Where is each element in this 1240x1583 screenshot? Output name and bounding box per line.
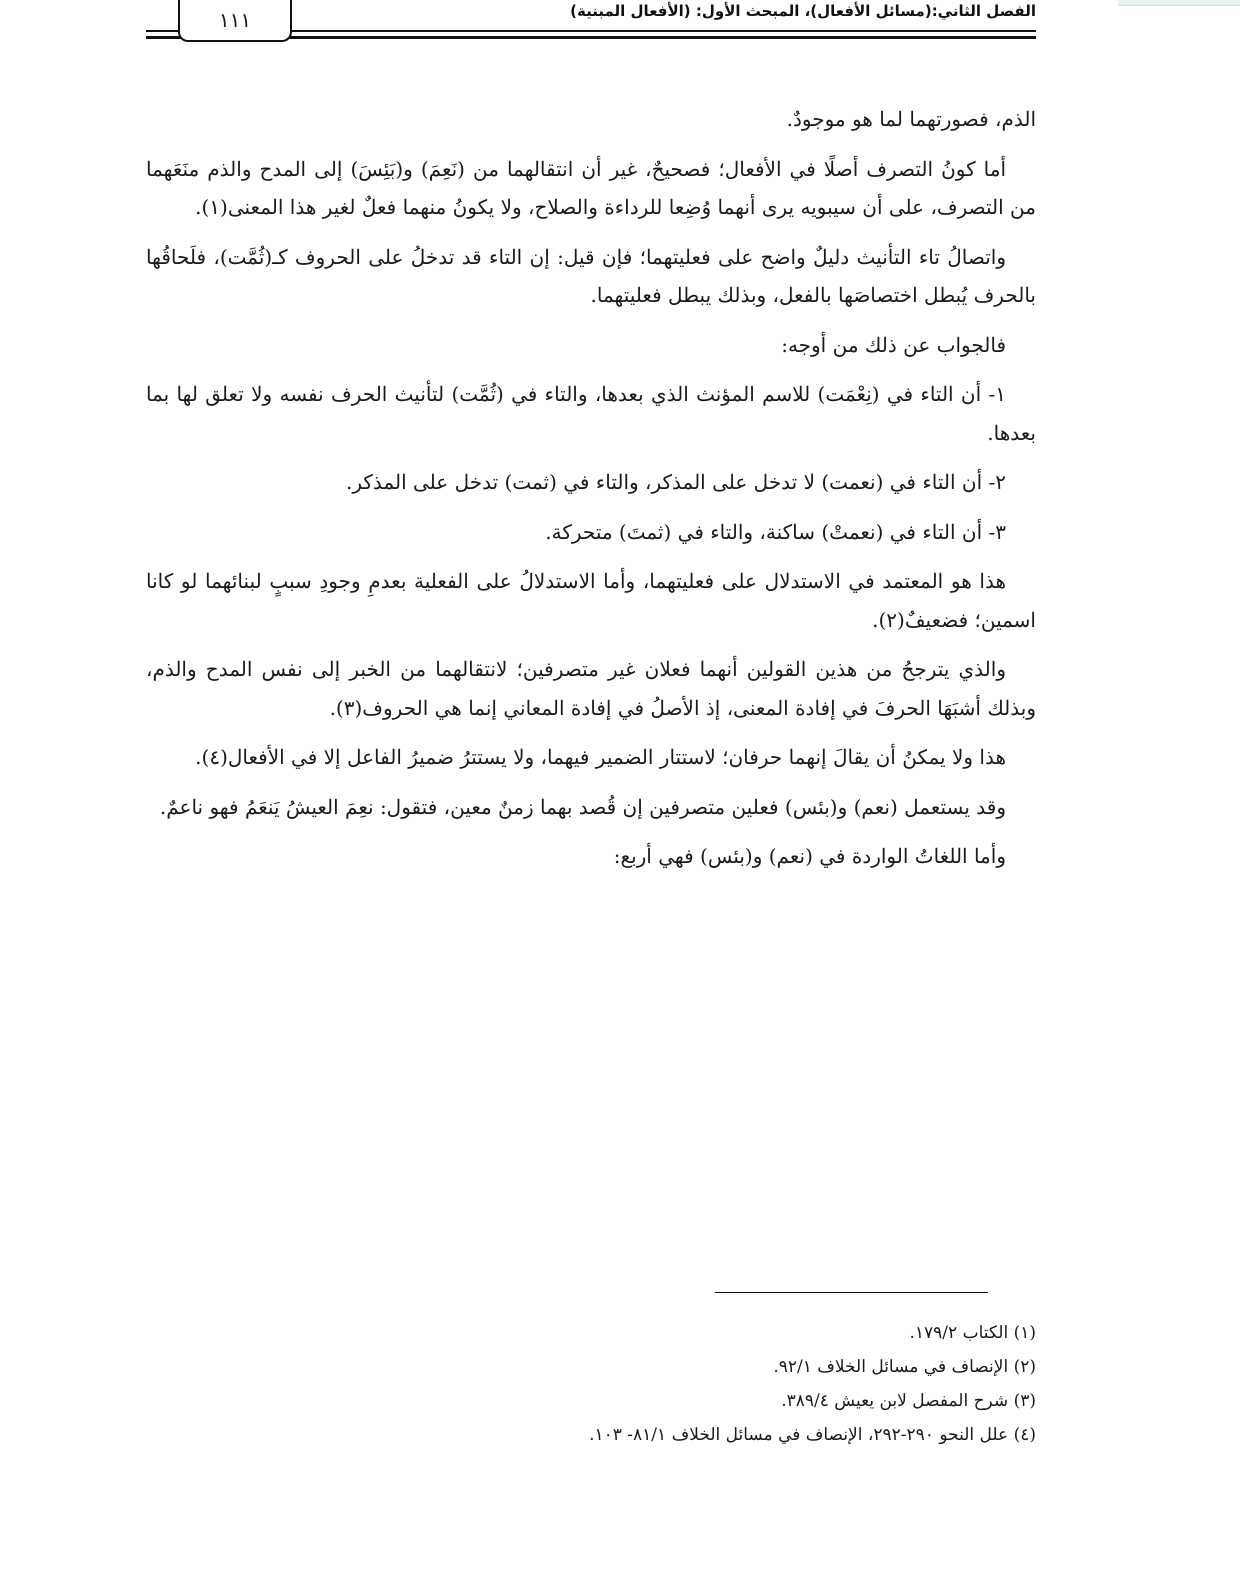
list-item: ١- أن التاء في (نِعْمَت) للاسم المؤنث الذي بعدها، والتاء في (ثُمَّت) لتأنيث الحرف نفسه ولا تعلق لها بما بعدها.	[146, 382, 1036, 445]
page-number: ١١١	[218, 8, 252, 32]
page-number-box	[178, 0, 292, 42]
paragraph-continuation: الذم، فصورتهما لما هو موجودٌ.	[786, 107, 1036, 131]
paragraph: هذا ولا يمكنُ أن يقالَ إنهما حرفان؛ لاستتار الضمير فيهما، ولا يستترُ ضميرُ الفاعل إلا في الأفعال(٤).	[195, 745, 1006, 769]
running-header-title: الفصل الثاني:(مسائل الأفعال)، المبحث الأول: (الأفعال المبنية)	[570, 2, 1036, 20]
footnote: (٤) علل النحو ٢٩٠-٢٩٢، الإنصاف في مسائل الخلاف ٨١/١- ١٠٣.	[589, 1425, 1036, 1445]
paragraph: والذي يترجحُ من هذين القولين أنهما فعلان غير متصرفين؛ لانتقالهما من الخبر إلى نفس المدح والذم، وبذلك أشبَهَا الحرفَ في إفادة المعنى، إذ الأصلُ في إفادة المعاني إنما هي الحروف(٣).	[146, 657, 1036, 720]
paragraph: فالجواب عن ذلك من أوجه:	[781, 332, 1006, 357]
paragraph: أما كونُ التصرف أصلًا في الأفعال؛ فصحيحٌ، غير أن انتقالهما من (نَعِمَ) و(بَئِسَ) إلى المدح والذم منَعَهما من التصرف، على أن سيبويه يرى أنهما وُضِعا للرداءة والصلاح، ولا يكونُ منهما فعلٌ لغير هذا المعنى(١).	[146, 156, 1036, 219]
footnote: (١) الكتاب ١٧٩/٢.	[909, 1323, 1036, 1343]
footnote: (٢) الإنصاف في مسائل الخلاف ٩٢/١.	[773, 1357, 1036, 1377]
footnote: (٣) شرح المفصل لابن يعيش ٣٨٩/٤.	[781, 1391, 1036, 1411]
footnote-separator	[715, 1292, 988, 1293]
paragraph: وقد يستعمل (نعم) و(بئس) فعلين متصرفين إن قُصد بهما زمنٌ معين، فتقول: نعِمَ العيشُ يَنعَمُ فهو ناعمٌ.	[159, 794, 1006, 819]
body-text	[146, 100, 1036, 887]
page-header	[146, 0, 1036, 44]
list-item: ٣- أن التاء في (نعمتْ) ساكنة، والتاء في (ثمتَ) متحركة.	[545, 519, 1006, 544]
paragraph: واتصالُ تاء التأنيث دليلٌ واضح على فعليتهما؛ فإن قيل: إن التاء قد تدخلُ على الحروف كـ(ثُمَّت)، فلَحاقُها بالحرف يُبطل اختصاصَها بالفعل، وبذلك يبطل فعليتهما.	[146, 244, 1036, 307]
list-item: ٢- أن التاء في (نعمت) لا تدخل على المذكر، والتاء في (ثمت) تدخل على المذكر.	[346, 470, 1006, 494]
paragraph: وأما اللغاتُ الواردة في (نعم) و(بئس) فهي أربع:	[613, 844, 1006, 868]
paragraph: هذا هو المعتمد في الاستدلال على فعليتهما، وأما الاستدلالُ على الفعلية بعدمِ وجودِ سببٍ لبنائهما لو كانا اسمين؛ فضعيفٌ(٢).	[146, 569, 1036, 632]
edge-tab-mark	[1118, 0, 1240, 6]
footnotes	[146, 1316, 1036, 1452]
